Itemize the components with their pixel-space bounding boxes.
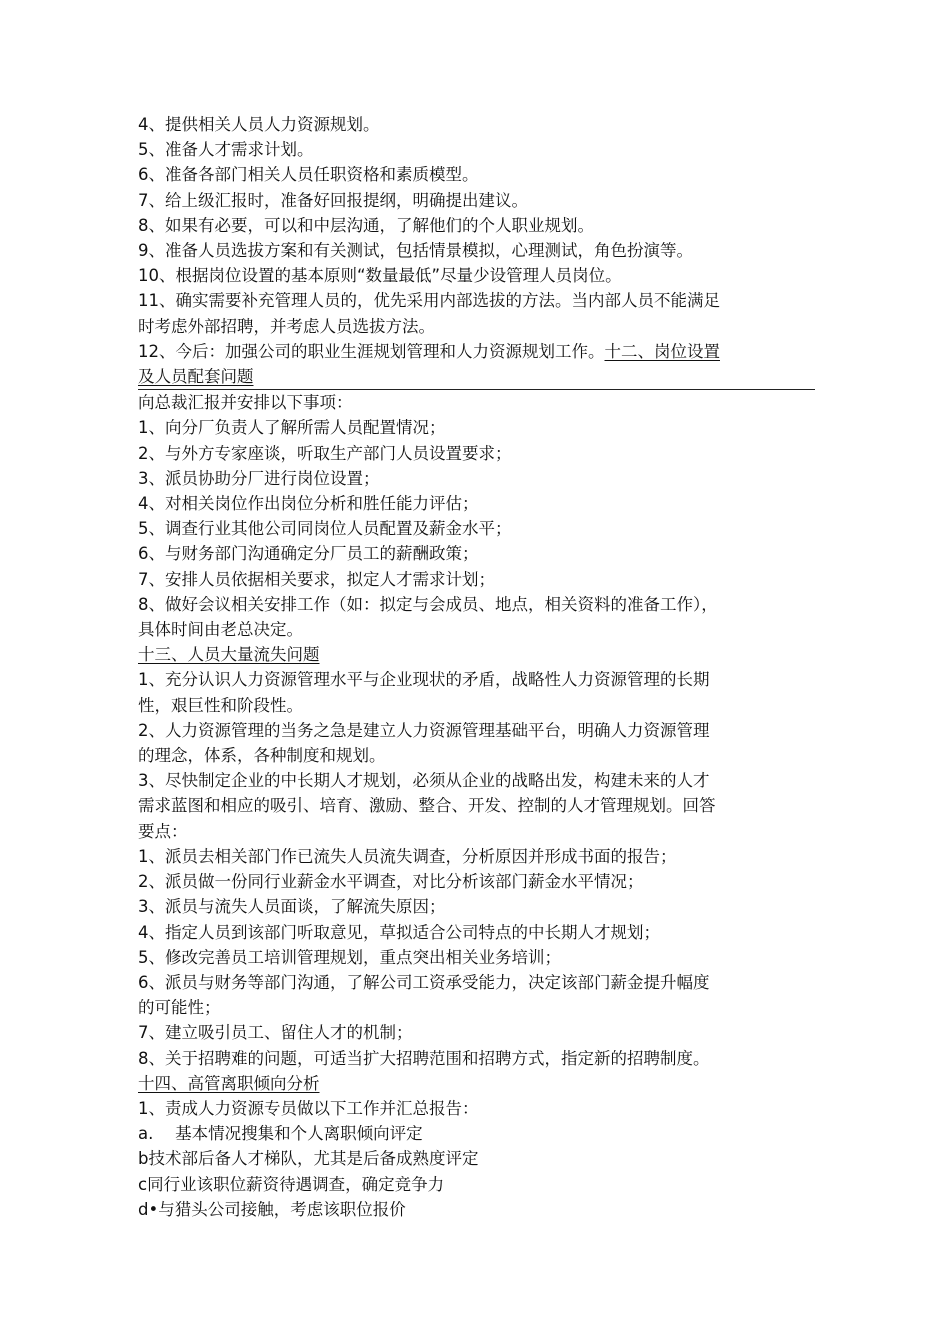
list-item: b技术部后备人才梯队，尤其是后备成熟度评定 [138, 1149, 479, 1169]
list-item: a. 基本情况搜集和个人离职倾向评定 [138, 1124, 423, 1144]
text-line: 5、调查行业其他公司同岗位人员配置及薪金水平； [138, 519, 512, 539]
text-line-with-heading [138, 339, 815, 364]
text-line: 4、指定人员到该部门听取意见，草拟适合公司特点的中长期人才规划； [138, 922, 660, 942]
text-line: 1、责成人力资源专员做以下工作并汇总报告： [138, 1098, 479, 1118]
text-line: 2、派员做一份同行业薪金水平调查，对比分析该部门薪金水平情况； [138, 872, 644, 892]
text-line: 具体时间由老总决定。 [138, 620, 303, 640]
section-heading-12-continued [138, 364, 815, 390]
text-line: 向总裁汇报并安排以下事项： [138, 393, 353, 413]
list-item: c同行业该职位薪资待遇调查，确定竞争力 [138, 1174, 445, 1194]
text-line: 10、根据岗位设置的基本原则“数量最低”尽量少设管理人员岗位。 [138, 266, 622, 286]
text-line: 要点： [138, 821, 188, 841]
text-line: 需求蓝图和相应的吸引、培育、激励、整合、开发、控制的人才管理规划。回答 [138, 796, 716, 816]
text-line: 7、建立吸引员工、留住人才的机制； [138, 1023, 413, 1043]
text-line: 4、对相关岗位作出岗位分析和胜任能力评估； [138, 494, 479, 514]
text-line: 5、准备人才需求计划。 [138, 140, 314, 160]
text-line: 11、确实需要补充管理人员的，优先采用内部选拔的方法。当内部人员不能满足 [138, 291, 720, 311]
text-line: 1、派员去相关部门作已流失人员流失调查，分析原因并形成书面的报告； [138, 846, 677, 866]
text-line: 12、今后：加强公司的职业生涯规划管理和人力资源规划工作。 [138, 341, 605, 361]
text-line: 时考虑外部招聘，并考虑人员选拔方法。 [138, 316, 435, 336]
text-line: 7、给上级汇报时，准备好回报提纲，明确提出建议。 [138, 190, 528, 210]
section-heading-14: 十四、高管离职倾向分析 [138, 1073, 320, 1093]
text-line: 8、如果有必要，可以和中层沟通，了解他们的个人职业规划。 [138, 215, 594, 235]
text-line: 6、准备各部门相关人员任职资格和素质模型。 [138, 165, 479, 185]
text-line: 5、修改完善员工培训管理规划，重点突出相关业务培训； [138, 947, 561, 967]
text-line: 3、尽快制定企业的中长期人才规划，必须从企业的战略出发，构建未来的人才 [138, 771, 710, 791]
text-line: 2、人力资源管理的当务之急是建立人力资源管理基础平台，明确人力资源管理 [138, 720, 710, 740]
text-line: 6、与财务部门沟通确定分厂员工的薪酬政策； [138, 544, 479, 564]
text-line: 的理念，体系，各种制度和规划。 [138, 746, 386, 766]
text-line: 1、向分厂负责人了解所需人员配置情况； [138, 418, 446, 438]
text-line: 2、与外方专家座谈，听取生产部门人员设置要求； [138, 443, 512, 463]
list-item: d•与猎头公司接触，考虑该职位报价 [138, 1199, 406, 1219]
section-heading-12-part2: 及人员配套问题 [138, 367, 254, 387]
section-heading-14-row [138, 1071, 815, 1096]
text-line: 8、做好会议相关安排工作（如：拟定与会成员、地点，相关资料的准备工作）， [138, 594, 718, 614]
section-heading-12: 十二、岗位设置 [604, 341, 720, 361]
text-line: 3、派员协助分厂进行岗位设置； [138, 468, 380, 488]
text-line: 3、派员与流失人员面谈，了解流失原因； [138, 897, 446, 917]
text-line: 1、充分认识人力资源管理水平与企业现状的矛盾，战略性人力资源管理的长期 [138, 670, 710, 690]
document-page [138, 112, 815, 1222]
section-heading-13-row [138, 642, 815, 667]
section-heading-13: 十三、人员大量流失问题 [138, 645, 320, 665]
text-line: 8、关于招聘难的问题，可适当扩大招聘范围和招聘方式，指定新的招聘制度。 [138, 1048, 710, 1068]
text-line: 9、准备人员选拔方案和有关测试，包括情景模拟，心理测试，角色扮演等。 [138, 241, 693, 261]
text-line: 6、派员与财务等部门沟通，了解公司工资承受能力，决定该部门薪金提升幅度 [138, 972, 710, 992]
text-line: 性，艰巨性和阶段性。 [138, 695, 303, 715]
text-line: 7、安排人员依据相关要求，拟定人才需求计划； [138, 569, 495, 589]
text-line: 4、提供相关人员人力资源规划。 [138, 115, 380, 134]
text-line: 的可能性； [138, 998, 221, 1018]
